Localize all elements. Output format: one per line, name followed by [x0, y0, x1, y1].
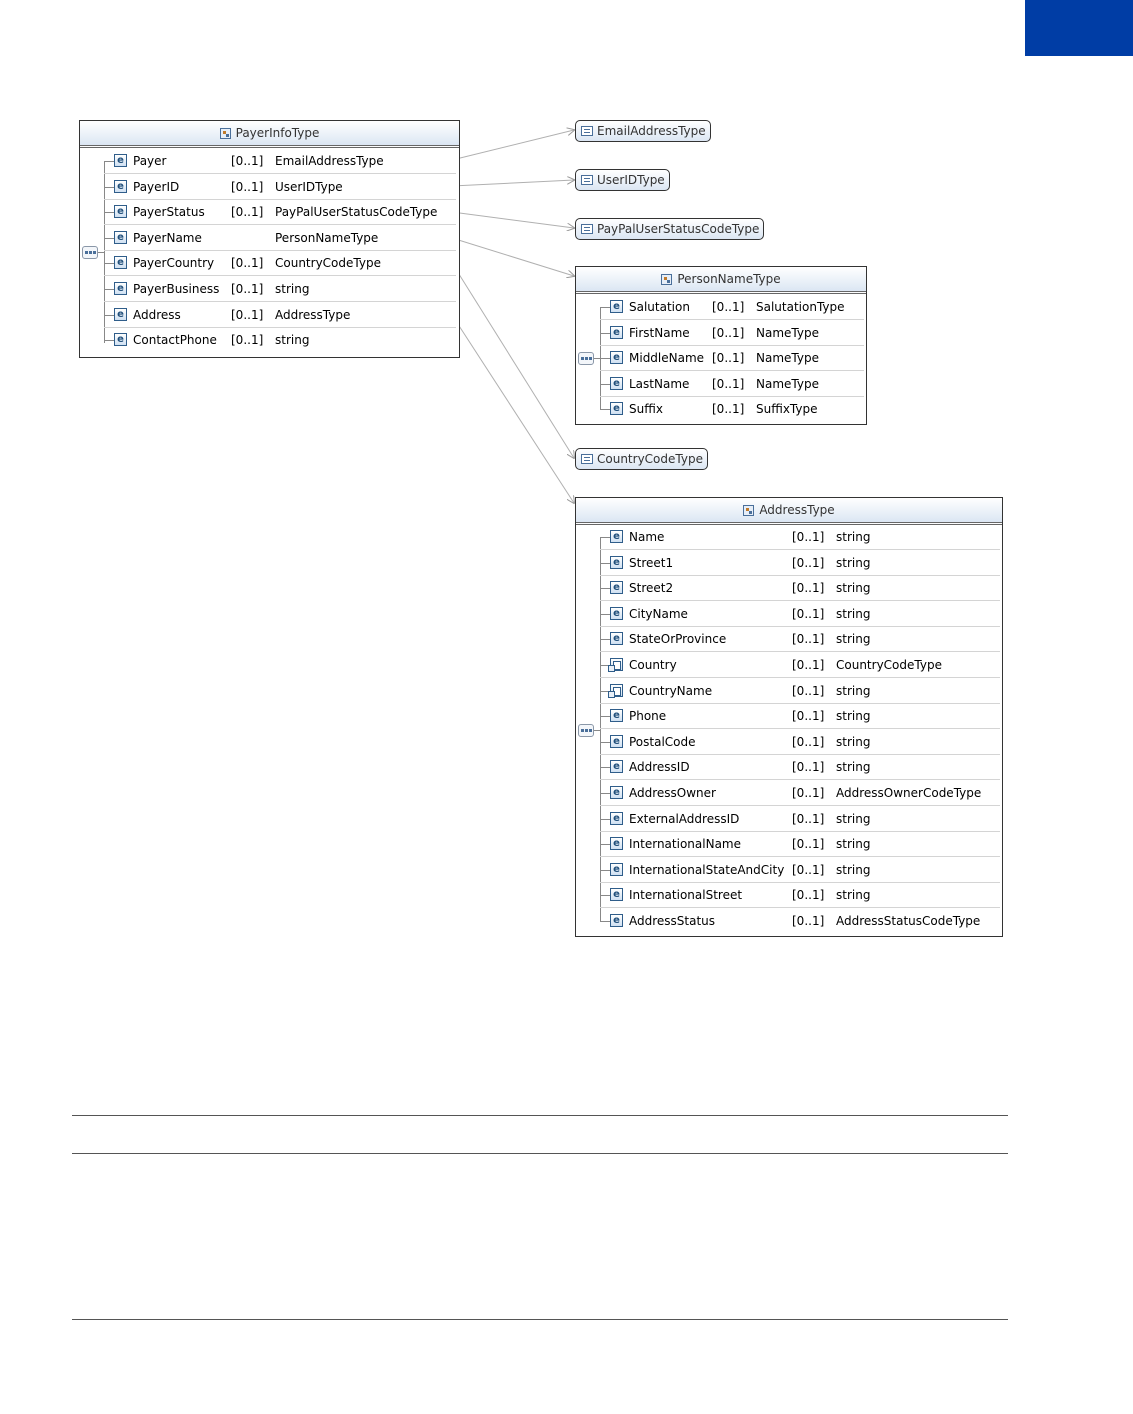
element-type: string — [836, 581, 871, 596]
element-cardinality: [0..1] — [712, 300, 745, 314]
element-cardinality: [0..1] — [792, 581, 825, 596]
element-icon: e — [610, 914, 623, 927]
element-reference-icon — [610, 658, 623, 671]
element-icon: e — [610, 377, 623, 390]
tree-branch — [104, 238, 114, 239]
page-rule-top — [72, 1115, 1008, 1116]
element-cardinality: [0..1] — [792, 606, 825, 621]
complex-type-icon — [661, 274, 672, 285]
element-type: PersonNameType — [275, 230, 379, 245]
element-row — [600, 679, 1000, 704]
element-name: CountryName — [629, 683, 713, 698]
element-type: string — [836, 683, 871, 698]
element-type: SalutationType — [756, 300, 845, 314]
element-cardinality: [0..1] — [792, 914, 825, 928]
simple-type-email-address — [575, 120, 711, 142]
element-icon: e — [610, 735, 623, 748]
element-row — [104, 251, 456, 276]
element-type: NameType — [756, 351, 819, 366]
tree-branch — [600, 537, 610, 538]
tree-branch — [600, 563, 610, 564]
element-type: string — [836, 862, 871, 877]
element-name: InternationalStateAndCity — [629, 862, 785, 877]
tree-branch — [104, 187, 114, 188]
element-cardinality: [0..1] — [712, 402, 745, 417]
connector-payerstatus — [452, 212, 574, 228]
element-row — [600, 730, 1000, 755]
element-cardinality: [0..1] — [712, 351, 745, 366]
element-row — [600, 755, 1000, 780]
payer-info-type-box — [79, 120, 460, 358]
element-type: string — [275, 282, 310, 296]
element-cardinality: [0..1] — [231, 179, 264, 194]
connector-payer — [452, 130, 574, 160]
element-row — [600, 627, 1000, 652]
element-icon: e — [114, 205, 127, 218]
element-type: string — [836, 555, 871, 570]
simple-type-paypal-user-status-code — [575, 218, 764, 240]
element-name: ExternalAddressID — [629, 811, 740, 826]
element-name: LastName — [629, 376, 690, 391]
element-row — [104, 303, 456, 328]
tree-branch — [600, 844, 610, 845]
simple-type-user-id — [575, 169, 670, 191]
element-cardinality: [0..1] — [231, 282, 264, 296]
tree-branch — [600, 716, 610, 717]
element-cardinality: [0..1] — [712, 376, 745, 391]
element-name: Phone — [629, 709, 667, 724]
element-icon: e — [610, 326, 623, 339]
sequence-icon — [82, 246, 98, 259]
element-type: string — [275, 333, 310, 348]
element-cardinality: [0..1] — [792, 734, 825, 749]
element-cardinality: [0..1] — [792, 760, 825, 775]
element-type: NameType — [756, 376, 819, 391]
element-name: CityName — [629, 606, 688, 621]
element-name: FirstName — [629, 325, 690, 340]
element-row — [600, 807, 1000, 832]
element-reference-icon — [610, 684, 623, 697]
element-name: AddressStatus — [629, 914, 716, 928]
element-icon: e — [610, 812, 623, 825]
element-row — [104, 149, 456, 174]
element-name: PayerStatus — [133, 205, 205, 220]
element-type: string — [836, 632, 871, 647]
element-cardinality: [0..1] — [231, 154, 264, 168]
tree-branch — [600, 819, 610, 820]
element-row — [600, 525, 1000, 550]
person-name-type-box — [575, 266, 867, 425]
element-cardinality: [0..1] — [792, 811, 825, 826]
simple-type-label: UserIDType — [597, 173, 665, 187]
tree-branch — [104, 340, 114, 341]
tree-branch — [600, 793, 610, 794]
element-cardinality: [0..1] — [792, 888, 825, 903]
tree-branch — [104, 289, 114, 290]
element-icon: e — [610, 581, 623, 594]
element-name: Suffix — [629, 402, 663, 417]
element-cardinality: [0..1] — [231, 307, 264, 322]
element-type: CountryCodeType — [836, 658, 942, 672]
element-icon: e — [114, 231, 127, 244]
element-icon: e — [610, 530, 623, 543]
element-row — [600, 909, 1000, 934]
element-icon: e — [610, 402, 623, 415]
element-row — [104, 226, 456, 251]
element-row — [600, 372, 864, 397]
element-type: PayPalUserStatusCodeType — [275, 205, 438, 220]
person-name-type-header — [576, 267, 866, 294]
element-row — [104, 175, 456, 200]
tree-branch — [600, 358, 610, 359]
element-type: AddressStatusCodeType — [836, 914, 981, 928]
simple-type-label: CountryCodeType — [597, 452, 703, 466]
element-icon: e — [114, 333, 127, 346]
element-row — [600, 883, 1000, 908]
element-type: NameType — [756, 325, 819, 340]
element-type: SuffixType — [756, 402, 818, 417]
simple-type-icon — [581, 454, 593, 464]
element-name: Street1 — [629, 555, 674, 570]
element-name: PostalCode — [629, 734, 696, 749]
element-cardinality: [0..1] — [231, 256, 264, 271]
element-cardinality: [0..1] — [792, 658, 825, 672]
element-icon: e — [610, 556, 623, 569]
element-row — [600, 781, 1000, 806]
element-cardinality: [0..1] — [792, 786, 825, 800]
element-name: InternationalStreet — [629, 888, 743, 903]
element-icon: e — [114, 282, 127, 295]
tree-branch — [600, 921, 610, 922]
element-row — [104, 328, 456, 353]
element-icon: e — [114, 308, 127, 321]
element-type: UserIDType — [275, 179, 343, 194]
tree-branch — [104, 263, 114, 264]
element-icon: e — [114, 154, 127, 167]
element-icon: e — [610, 709, 623, 722]
element-name: Salutation — [629, 300, 690, 314]
connector-address — [452, 315, 574, 503]
element-icon: e — [610, 607, 623, 620]
element-cardinality: [0..1] — [792, 709, 825, 724]
element-cardinality: [0..1] — [792, 837, 825, 852]
tree-branch — [600, 409, 610, 410]
tree-branch — [600, 614, 610, 615]
tree-branch — [600, 588, 610, 589]
element-icon: e — [610, 632, 623, 645]
element-row — [104, 277, 456, 302]
element-icon: e — [114, 180, 127, 193]
tree-branch — [104, 212, 114, 213]
address-type-title: AddressType — [759, 503, 835, 517]
element-cardinality: [0..1] — [712, 325, 745, 340]
element-row — [600, 576, 1000, 601]
sequence-icon — [578, 724, 594, 737]
element-row — [600, 653, 1000, 678]
element-type: string — [836, 760, 871, 775]
payer-info-type-header — [80, 121, 459, 148]
element-type: AddressType — [275, 307, 351, 322]
element-name: PayerBusiness — [133, 282, 220, 296]
element-cardinality: [0..1] — [792, 555, 825, 570]
element-name: Street2 — [629, 581, 674, 596]
element-row — [600, 858, 1000, 883]
element-type: string — [836, 606, 871, 621]
element-row — [600, 704, 1000, 729]
tree-branch — [104, 315, 114, 316]
element-cardinality: [0..1] — [792, 632, 825, 647]
person-name-type-title: PersonNameType — [677, 272, 781, 286]
element-icon: e — [610, 786, 623, 799]
element-name: PayerID — [133, 179, 180, 194]
connector-payername — [452, 238, 574, 276]
element-cardinality: [0..1] — [792, 862, 825, 877]
connector-payerid — [452, 180, 574, 186]
element-cardinality: [0..1] — [792, 683, 825, 698]
element-name: AddressOwner — [629, 786, 716, 800]
element-row — [104, 200, 456, 225]
tree-branch — [600, 742, 610, 743]
simple-type-icon — [581, 224, 593, 234]
element-name: Payer — [133, 154, 167, 168]
address-type-box — [575, 497, 1003, 937]
element-cardinality: [0..1] — [792, 530, 825, 544]
page-rule-middle — [72, 1153, 1008, 1154]
element-name: Country — [629, 658, 677, 672]
element-icon: e — [610, 863, 623, 876]
element-row — [600, 397, 864, 422]
element-icon: e — [610, 300, 623, 313]
element-name: ContactPhone — [133, 333, 217, 348]
element-type: string — [836, 837, 871, 852]
element-row — [600, 832, 1000, 857]
tree-branch — [600, 639, 610, 640]
element-type: string — [836, 530, 871, 544]
tree-branch — [600, 895, 610, 896]
element-name: StateOrProvince — [629, 632, 727, 647]
simple-type-icon — [581, 126, 593, 136]
tree-branch — [600, 384, 610, 385]
element-cardinality: [0..1] — [231, 205, 264, 220]
element-row — [600, 346, 864, 371]
element-name: InternationalName — [629, 837, 741, 852]
payer-info-type-title: PayerInfoType — [235, 126, 320, 140]
page-rule-bottom — [72, 1319, 1008, 1320]
element-row — [600, 295, 864, 320]
element-name: AddressID — [629, 760, 690, 775]
element-type: AddressOwnerCodeType — [836, 786, 982, 800]
element-name: PayerName — [133, 230, 202, 245]
complex-type-icon — [743, 505, 754, 516]
element-icon: e — [610, 760, 623, 773]
element-name: Name — [629, 530, 665, 544]
element-type: string — [836, 734, 871, 749]
tree-branch — [600, 767, 610, 768]
element-row — [600, 551, 1000, 576]
element-icon: e — [610, 837, 623, 850]
tree-branch — [104, 161, 114, 162]
simple-type-label: EmailAddressType — [597, 124, 706, 138]
element-row — [600, 602, 1000, 627]
element-icon: e — [610, 351, 623, 364]
element-type: string — [836, 888, 871, 903]
element-cardinality: [0..1] — [231, 333, 264, 348]
tree-branch — [600, 333, 610, 334]
element-row — [600, 321, 864, 346]
address-type-header — [576, 498, 1002, 525]
element-name: MiddleName — [629, 351, 705, 366]
sequence-icon — [578, 352, 594, 365]
tree-branch — [600, 870, 610, 871]
simple-type-icon — [581, 175, 593, 185]
element-type: EmailAddressType — [275, 154, 384, 168]
element-type: string — [836, 709, 871, 724]
simple-type-country-code — [575, 448, 708, 470]
simple-type-label: PayPalUserStatusCodeType — [597, 222, 760, 236]
complex-type-icon — [220, 128, 231, 139]
element-icon: e — [114, 256, 127, 269]
element-icon: e — [610, 888, 623, 901]
element-type: CountryCodeType — [275, 256, 381, 271]
tree-branch — [600, 307, 610, 308]
element-name: Address — [133, 307, 181, 322]
element-type: string — [836, 811, 871, 826]
element-name: PayerCountry — [133, 256, 215, 271]
connector-payercountry — [452, 263, 574, 458]
